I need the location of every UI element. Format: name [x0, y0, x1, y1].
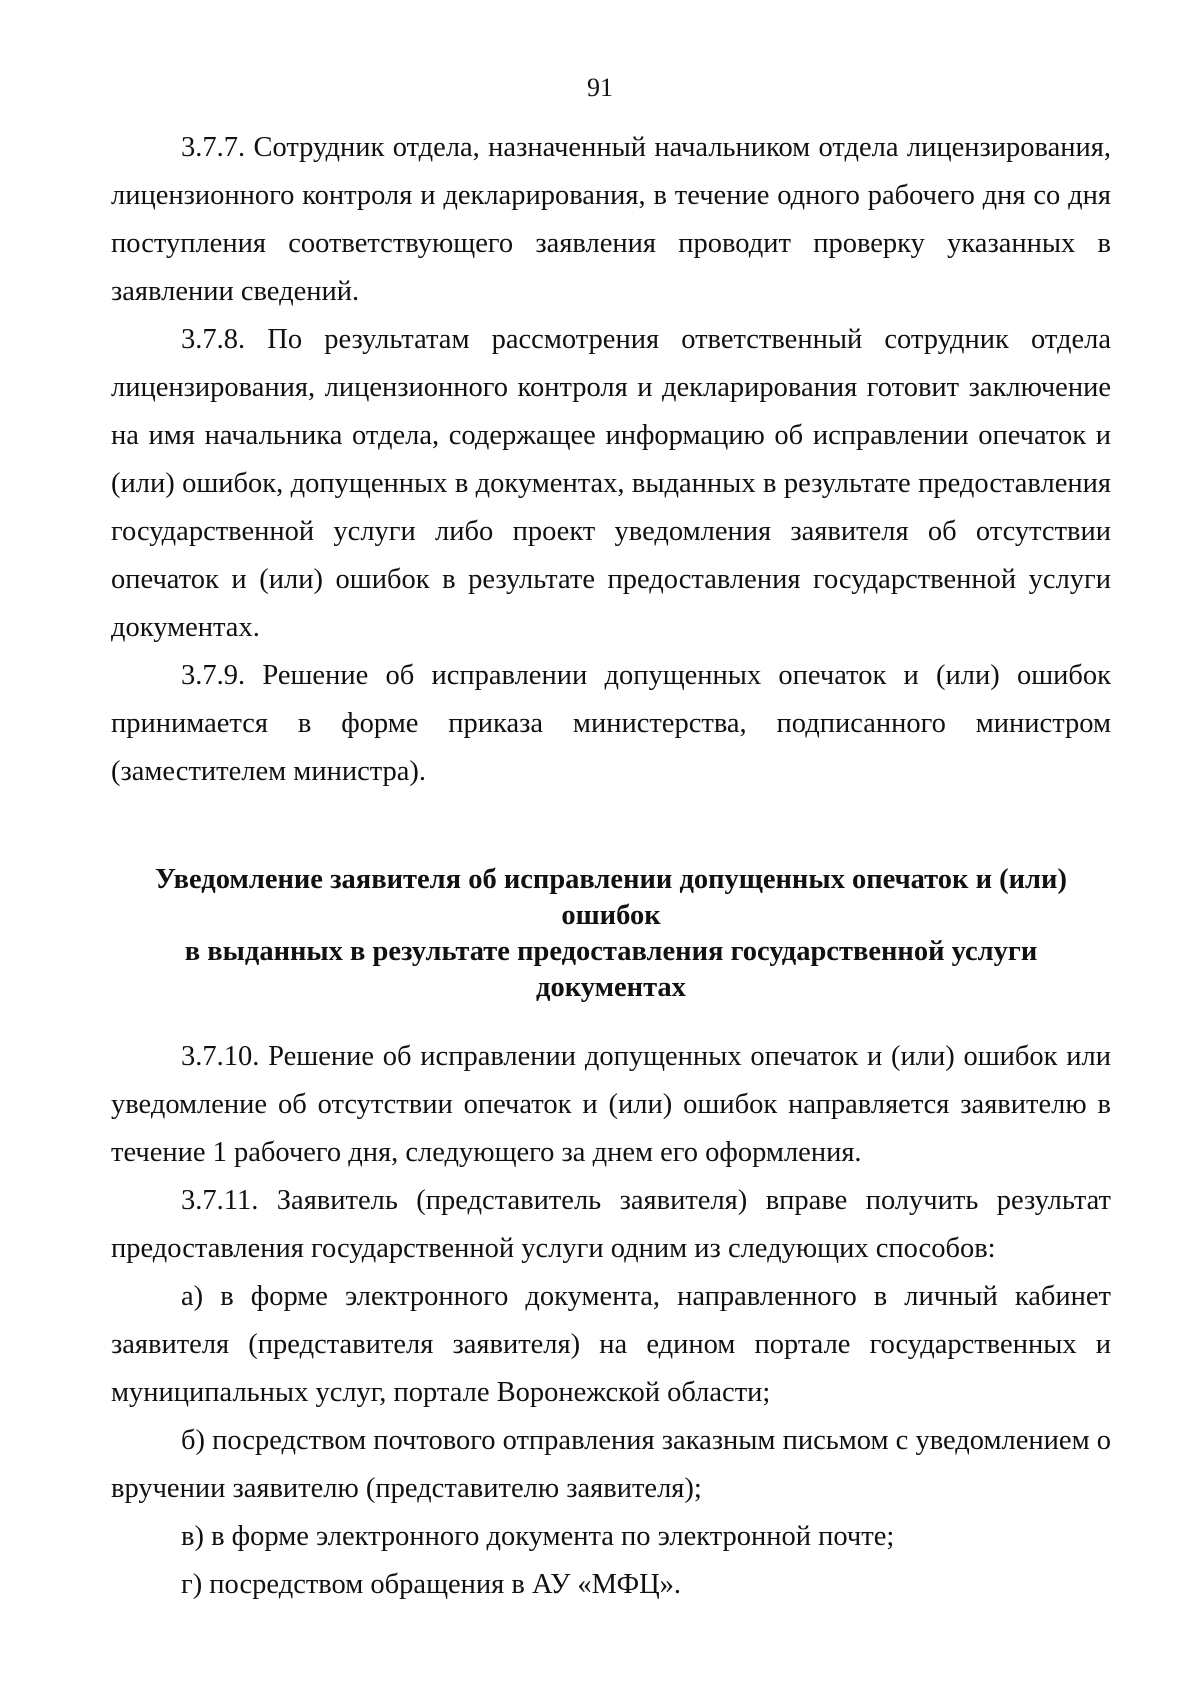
page-number: 91 — [587, 73, 613, 102]
list-item-b: б) посредством почтового отправления заказным письмом с уведомлением о вручении заявителю (представителю заявителя); — [111, 1425, 1111, 1504]
document-body — [111, 124, 1111, 1609]
section-heading — [111, 862, 1111, 1006]
paragraph-3-7-8: 3.7.8. По результатам рассмотрения ответственный сотрудник отдела лицензирования, лицензионного контроля и декларирования готовит заключение на имя начальника отдела, содержащее информацию об исправлении опечаток и (или) ошибок, допущенных в документах, выданных в результате предоставления государственной услуги либо проект уведомления заявителя об отсутствии опечаток и (или) ошибок в результате предоставления государственной услуги документах. — [111, 324, 1111, 643]
list-item-g: г) посредством обращения в АУ «МФЦ». — [181, 1569, 682, 1600]
list-item-a: а) в форме электронного документа, направленного в личный кабинет заявителя (представителя заявителя) на едином портале государственных и муниципальных услуг, портале Воронежской области; — [111, 1281, 1111, 1408]
section-heading-line-2: в выданных в результате предоставления государственной услуги документах — [184, 936, 1038, 1003]
paragraph-3-7-9: 3.7.9. Решение об исправлении допущенных опечаток и (или) ошибок принимается в форме приказа министерства, подписанного министром (заместителем министра). — [111, 660, 1111, 787]
list-item-v: в) в форме электронного документа по электронной почте; — [181, 1521, 895, 1552]
paragraph-3-7-11: 3.7.11. Заявитель (представитель заявителя) вправе получить результат предоставления государственной услуги одним из следующих способов: — [111, 1185, 1111, 1264]
section-heading-line-1: Уведомление заявителя об исправлении допущенных опечаток и (или) ошибок — [155, 864, 1067, 931]
paragraph-3-7-10: 3.7.10. Решение об исправлении допущенных опечаток и (или) ошибок или уведомление об отсутствии опечаток и (или) ошибок направляется заявителю в течение 1 рабочего дня, следующего за днем его оформления. — [111, 1041, 1111, 1168]
paragraph-3-7-7: 3.7.7. Сотрудник отдела, назначенный начальником отдела лицензирования, лицензионного контроля и декларирования, в течение одного рабочего дня со дня поступления соответствующего заявления проводит проверку указанных в заявлении сведений. — [111, 132, 1111, 307]
